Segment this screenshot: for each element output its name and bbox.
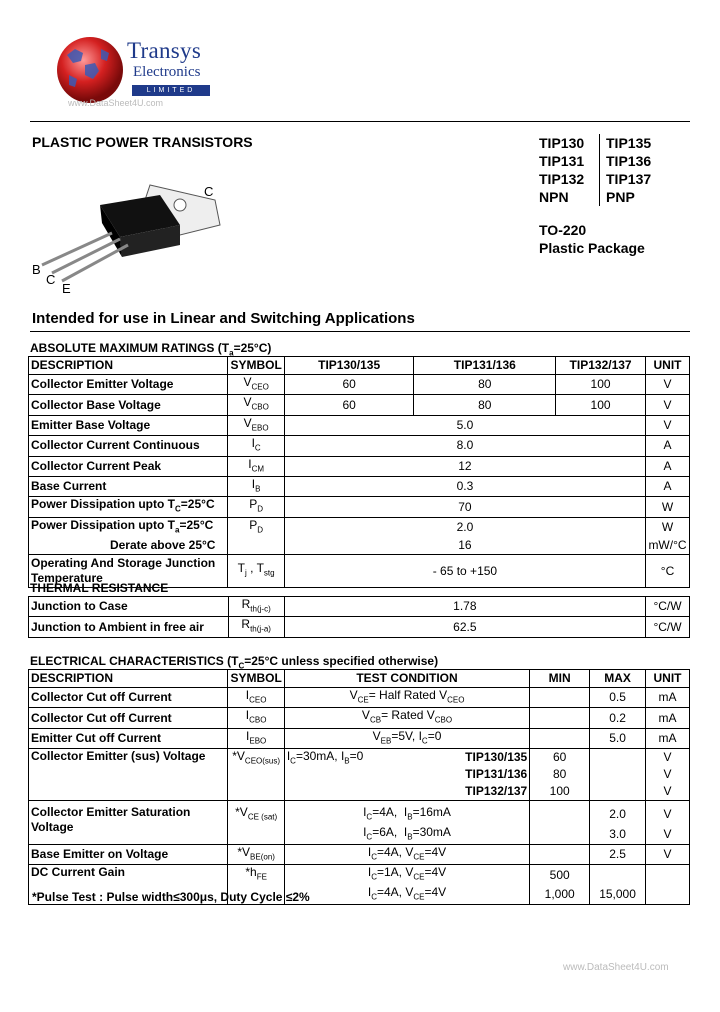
- row-description: Power Dissipation upto $T_a=25^\circ C$: [29, 517, 228, 537]
- row-max: 2.5: [590, 844, 646, 864]
- row-symbol: $R_{th(j-a)}$: [228, 617, 284, 637]
- header-description: DESCRIPTION: [29, 670, 228, 688]
- row-unit: °C: [646, 555, 690, 588]
- pulse-test-note: *Pulse Test : Pulse width≤300μs, Duty Cycle ≤2%: [32, 890, 310, 904]
- row-unit: °C/W: [646, 617, 690, 637]
- row-min: 100: [530, 783, 590, 801]
- row-value-1: 60: [284, 395, 414, 415]
- top-divider: [30, 121, 690, 122]
- abs-max-title: ABSOLUTE MAXIMUM RATINGS $(T_a=25^\circ C)$: [30, 341, 272, 358]
- row-max: [590, 749, 646, 801]
- header-unit: UNIT: [646, 670, 690, 688]
- pin-label-emitter: E: [62, 281, 71, 296]
- logo-subtitle: Electronics: [133, 64, 201, 80]
- row-condition: $I_C=1A$, $V_{CE}=4V$: [284, 865, 529, 885]
- row-min: [530, 708, 590, 728]
- row-symbol: $*h_{FE}$: [228, 865, 284, 905]
- row-description: Power Dissipation upto $T_C=25^\circ C$: [29, 497, 228, 517]
- row-value: 0.3: [284, 476, 645, 496]
- row-unit: mA: [646, 728, 690, 748]
- logo-name: Transys: [127, 38, 202, 63]
- elec-table: [28, 669, 690, 905]
- row-description: Collector Cut off Current: [29, 708, 228, 728]
- table-row: [29, 497, 690, 517]
- row-description: Collector Emitter (sus) Voltage: [29, 749, 228, 801]
- logo-globe-icon: [55, 35, 125, 105]
- part-npn-2: TIP131: [539, 153, 585, 169]
- table-row: [29, 617, 690, 637]
- row-max: 2.0: [590, 801, 646, 825]
- row-min: [530, 844, 590, 864]
- row-unit: V: [646, 415, 690, 435]
- watermark-url: www.DataSheet4U.com: [68, 98, 164, 108]
- row-description-line1: Operating And Storage Junction: [31, 556, 216, 571]
- header-description: DESCRIPTION: [29, 357, 228, 375]
- row-description: [29, 801, 228, 845]
- row-description: Collector Base Voltage: [29, 395, 228, 415]
- table-row: [29, 415, 690, 435]
- table-row: [29, 395, 690, 415]
- row-symbol: [228, 537, 284, 555]
- row-symbol: $*V_{BE(on)}$: [228, 844, 284, 864]
- row-unit: °C/W: [646, 597, 690, 617]
- row-description: Collector Current Peak: [29, 456, 228, 476]
- row-symbol: $I_{CBO}$: [228, 708, 284, 728]
- header-unit: UNIT: [646, 357, 690, 375]
- row-symbol: $*V_{CEO(sus)}$: [228, 749, 284, 801]
- elec-title: ELECTRICAL CHARACTERISTICS ($T_C=25^\circ C$ unless specified otherwise): [30, 654, 439, 671]
- row-unit: mA: [646, 688, 690, 708]
- row-value: 5.0: [284, 415, 645, 435]
- row-symbol: $I_{CEO}$: [228, 688, 284, 708]
- table-row: [29, 865, 690, 885]
- row-value: 70: [284, 497, 645, 517]
- row-description: Junction to Ambient in free air: [29, 617, 229, 637]
- part-pnp-2: TIP136: [606, 153, 652, 169]
- part-npn-type: NPN: [539, 189, 569, 205]
- header-test-condition: TEST CONDITION: [284, 670, 529, 688]
- table-row: [29, 708, 690, 728]
- row-unit: W: [646, 517, 690, 537]
- table-row: [29, 375, 690, 395]
- row-description: Junction to Case: [29, 597, 229, 617]
- row-description-line2: Temperature: [31, 571, 103, 586]
- part-pnp-type: PNP: [606, 189, 635, 205]
- thermal-table: [28, 596, 690, 638]
- row-min: 80: [530, 766, 590, 783]
- row-unit: W: [646, 497, 690, 517]
- table-row: [29, 456, 690, 476]
- header-tip131: TIP131/136: [414, 357, 556, 375]
- row-description: Collector Cut off Current: [29, 688, 228, 708]
- part-numbers: [539, 134, 651, 206]
- row-part: TIP131/136: [434, 766, 530, 783]
- row-symbol: $P_D$: [228, 517, 284, 537]
- row-min: 60: [530, 749, 590, 767]
- page-title: PLASTIC POWER TRANSISTORS: [32, 134, 253, 150]
- row-description-line1: Collector Emitter Saturation: [31, 805, 191, 820]
- row-value: 8.0: [284, 436, 645, 456]
- row-condition: $I_C=4A$, $I_B=16mA$: [284, 801, 529, 825]
- row-min: 1,000: [530, 885, 590, 905]
- abs-max-table: [28, 356, 690, 588]
- row-unit: V: [646, 749, 690, 767]
- row-symbol: $I_C$: [228, 436, 284, 456]
- footer-watermark-url: www.DataSheet4U.com: [563, 962, 669, 973]
- row-description: Emitter Base Voltage: [29, 415, 228, 435]
- row-symbol: $V_{CBO}$: [228, 395, 284, 415]
- row-condition: $I_C=4A$, $V_{CE}=4V$: [284, 885, 529, 905]
- row-max: [590, 865, 646, 885]
- row-value: 62.5: [284, 617, 645, 637]
- row-symbol: $V_{EBO}$: [228, 415, 284, 435]
- row-max: 0.2: [590, 708, 646, 728]
- table-row: [29, 844, 690, 864]
- header-max: MAX: [590, 670, 646, 688]
- row-max: 15,000: [590, 885, 646, 905]
- row-value-2: 80: [414, 375, 556, 395]
- row-value-3: 100: [556, 375, 646, 395]
- thermal-title: THERMAL RESISTANCE: [30, 581, 169, 595]
- row-condition: $I_C=30mA$, $I_B=0$: [284, 749, 434, 801]
- package-info: [539, 221, 645, 257]
- row-unit: A: [646, 436, 690, 456]
- row-unit: V: [646, 825, 690, 845]
- row-value-3: 100: [556, 395, 646, 415]
- row-symbol: $R_{th(j-c)}$: [228, 597, 284, 617]
- part-npn-1: TIP130: [539, 135, 585, 151]
- row-condition: $V_{CB}=$ Rated $V_{CBO}$: [284, 708, 529, 728]
- part-pnp-3: TIP137: [606, 171, 652, 187]
- row-description: Derate above 25°C: [29, 537, 228, 555]
- part-pnp-1: TIP135: [606, 135, 652, 151]
- row-min: 500: [530, 865, 590, 885]
- row-condition: $I_C=6A$, $I_B=30mA$: [284, 825, 529, 845]
- section-divider: [30, 331, 690, 332]
- row-part: TIP132/137: [434, 783, 530, 801]
- row-condition: $V_{CE}=$ Half Rated $V_{CEO}$: [284, 688, 529, 708]
- table-row: [29, 688, 690, 708]
- header-tip132: TIP132/137: [556, 357, 646, 375]
- row-unit: V: [646, 801, 690, 825]
- logo-limited: LIMITED: [132, 85, 210, 96]
- row-symbol: $*V_{CE (sat)}$: [228, 801, 284, 845]
- header-symbol: SYMBOL: [228, 670, 284, 688]
- row-description: Base Emitter on Voltage: [29, 844, 228, 864]
- row-unit: V: [646, 783, 690, 801]
- row-description: Emitter Cut off Current: [29, 728, 228, 748]
- header-tip130: TIP130/135: [284, 357, 414, 375]
- package-desc: Plastic Package: [539, 240, 645, 256]
- row-unit: V: [646, 375, 690, 395]
- row-description: DC Current Gain: [29, 865, 228, 905]
- part-npn-3: TIP132: [539, 171, 585, 187]
- row-value-1: 60: [284, 375, 414, 395]
- row-min: [530, 688, 590, 708]
- row-unit: mW/°C: [646, 537, 690, 555]
- table-row: [29, 801, 690, 825]
- row-value: 2.0: [284, 517, 645, 537]
- to220-package-drawing: [30, 175, 230, 295]
- row-value: 16: [284, 537, 645, 555]
- application-heading: Intended for use in Linear and Switching Applications: [32, 310, 415, 327]
- header-symbol: SYMBOL: [228, 357, 284, 375]
- pin-label-collector-lead: C: [46, 272, 56, 287]
- table-row: [29, 537, 690, 555]
- table-header-row: [29, 357, 690, 375]
- row-unit: [646, 865, 690, 905]
- row-value: 12: [284, 456, 645, 476]
- table-row: [29, 728, 690, 748]
- row-description-line2: Voltage: [31, 820, 74, 835]
- row-max: 5.0: [590, 728, 646, 748]
- row-value-2: 80: [414, 395, 556, 415]
- row-value: 1.78: [284, 597, 645, 617]
- row-unit: A: [646, 456, 690, 476]
- table-row: [29, 436, 690, 456]
- row-max: 3.0: [590, 825, 646, 845]
- table-row: [29, 749, 690, 767]
- row-symbol: $I_{EBO}$: [228, 728, 284, 748]
- table-row: [29, 517, 690, 537]
- pin-label-base: B: [32, 262, 41, 277]
- row-part: TIP130/135: [434, 749, 530, 767]
- row-symbol: $V_{CEO}$: [228, 375, 284, 395]
- row-unit: V: [646, 395, 690, 415]
- row-condition: $I_C=4A$, $V_{CE}=4V$: [284, 844, 529, 864]
- table-row: [29, 476, 690, 496]
- row-unit: A: [646, 476, 690, 496]
- row-min: [530, 728, 590, 748]
- row-value: - 65 to +150: [284, 555, 645, 588]
- row-description: Base Current: [29, 476, 228, 496]
- row-min: [530, 801, 590, 845]
- package-type: TO-220: [539, 222, 587, 238]
- row-symbol: $I_B$: [228, 476, 284, 496]
- pin-label-collector: C: [204, 184, 214, 199]
- row-unit: V: [646, 766, 690, 783]
- row-max: 0.5: [590, 688, 646, 708]
- row-unit: V: [646, 844, 690, 864]
- row-description: Collector Current Continuous: [29, 436, 228, 456]
- table-header-row: [29, 670, 690, 688]
- row-symbol: $P_D$: [228, 497, 284, 517]
- row-condition: $V_{EB}=5V$, $I_C=0$: [284, 728, 529, 748]
- row-unit: mA: [646, 708, 690, 728]
- row-symbol: $I_{CM}$: [228, 456, 284, 476]
- row-symbol: $T_j$ , $T_{stg}$: [228, 555, 284, 588]
- header-min: MIN: [530, 670, 590, 688]
- row-description: Collector Emitter Voltage: [29, 375, 228, 395]
- table-row: [29, 597, 690, 617]
